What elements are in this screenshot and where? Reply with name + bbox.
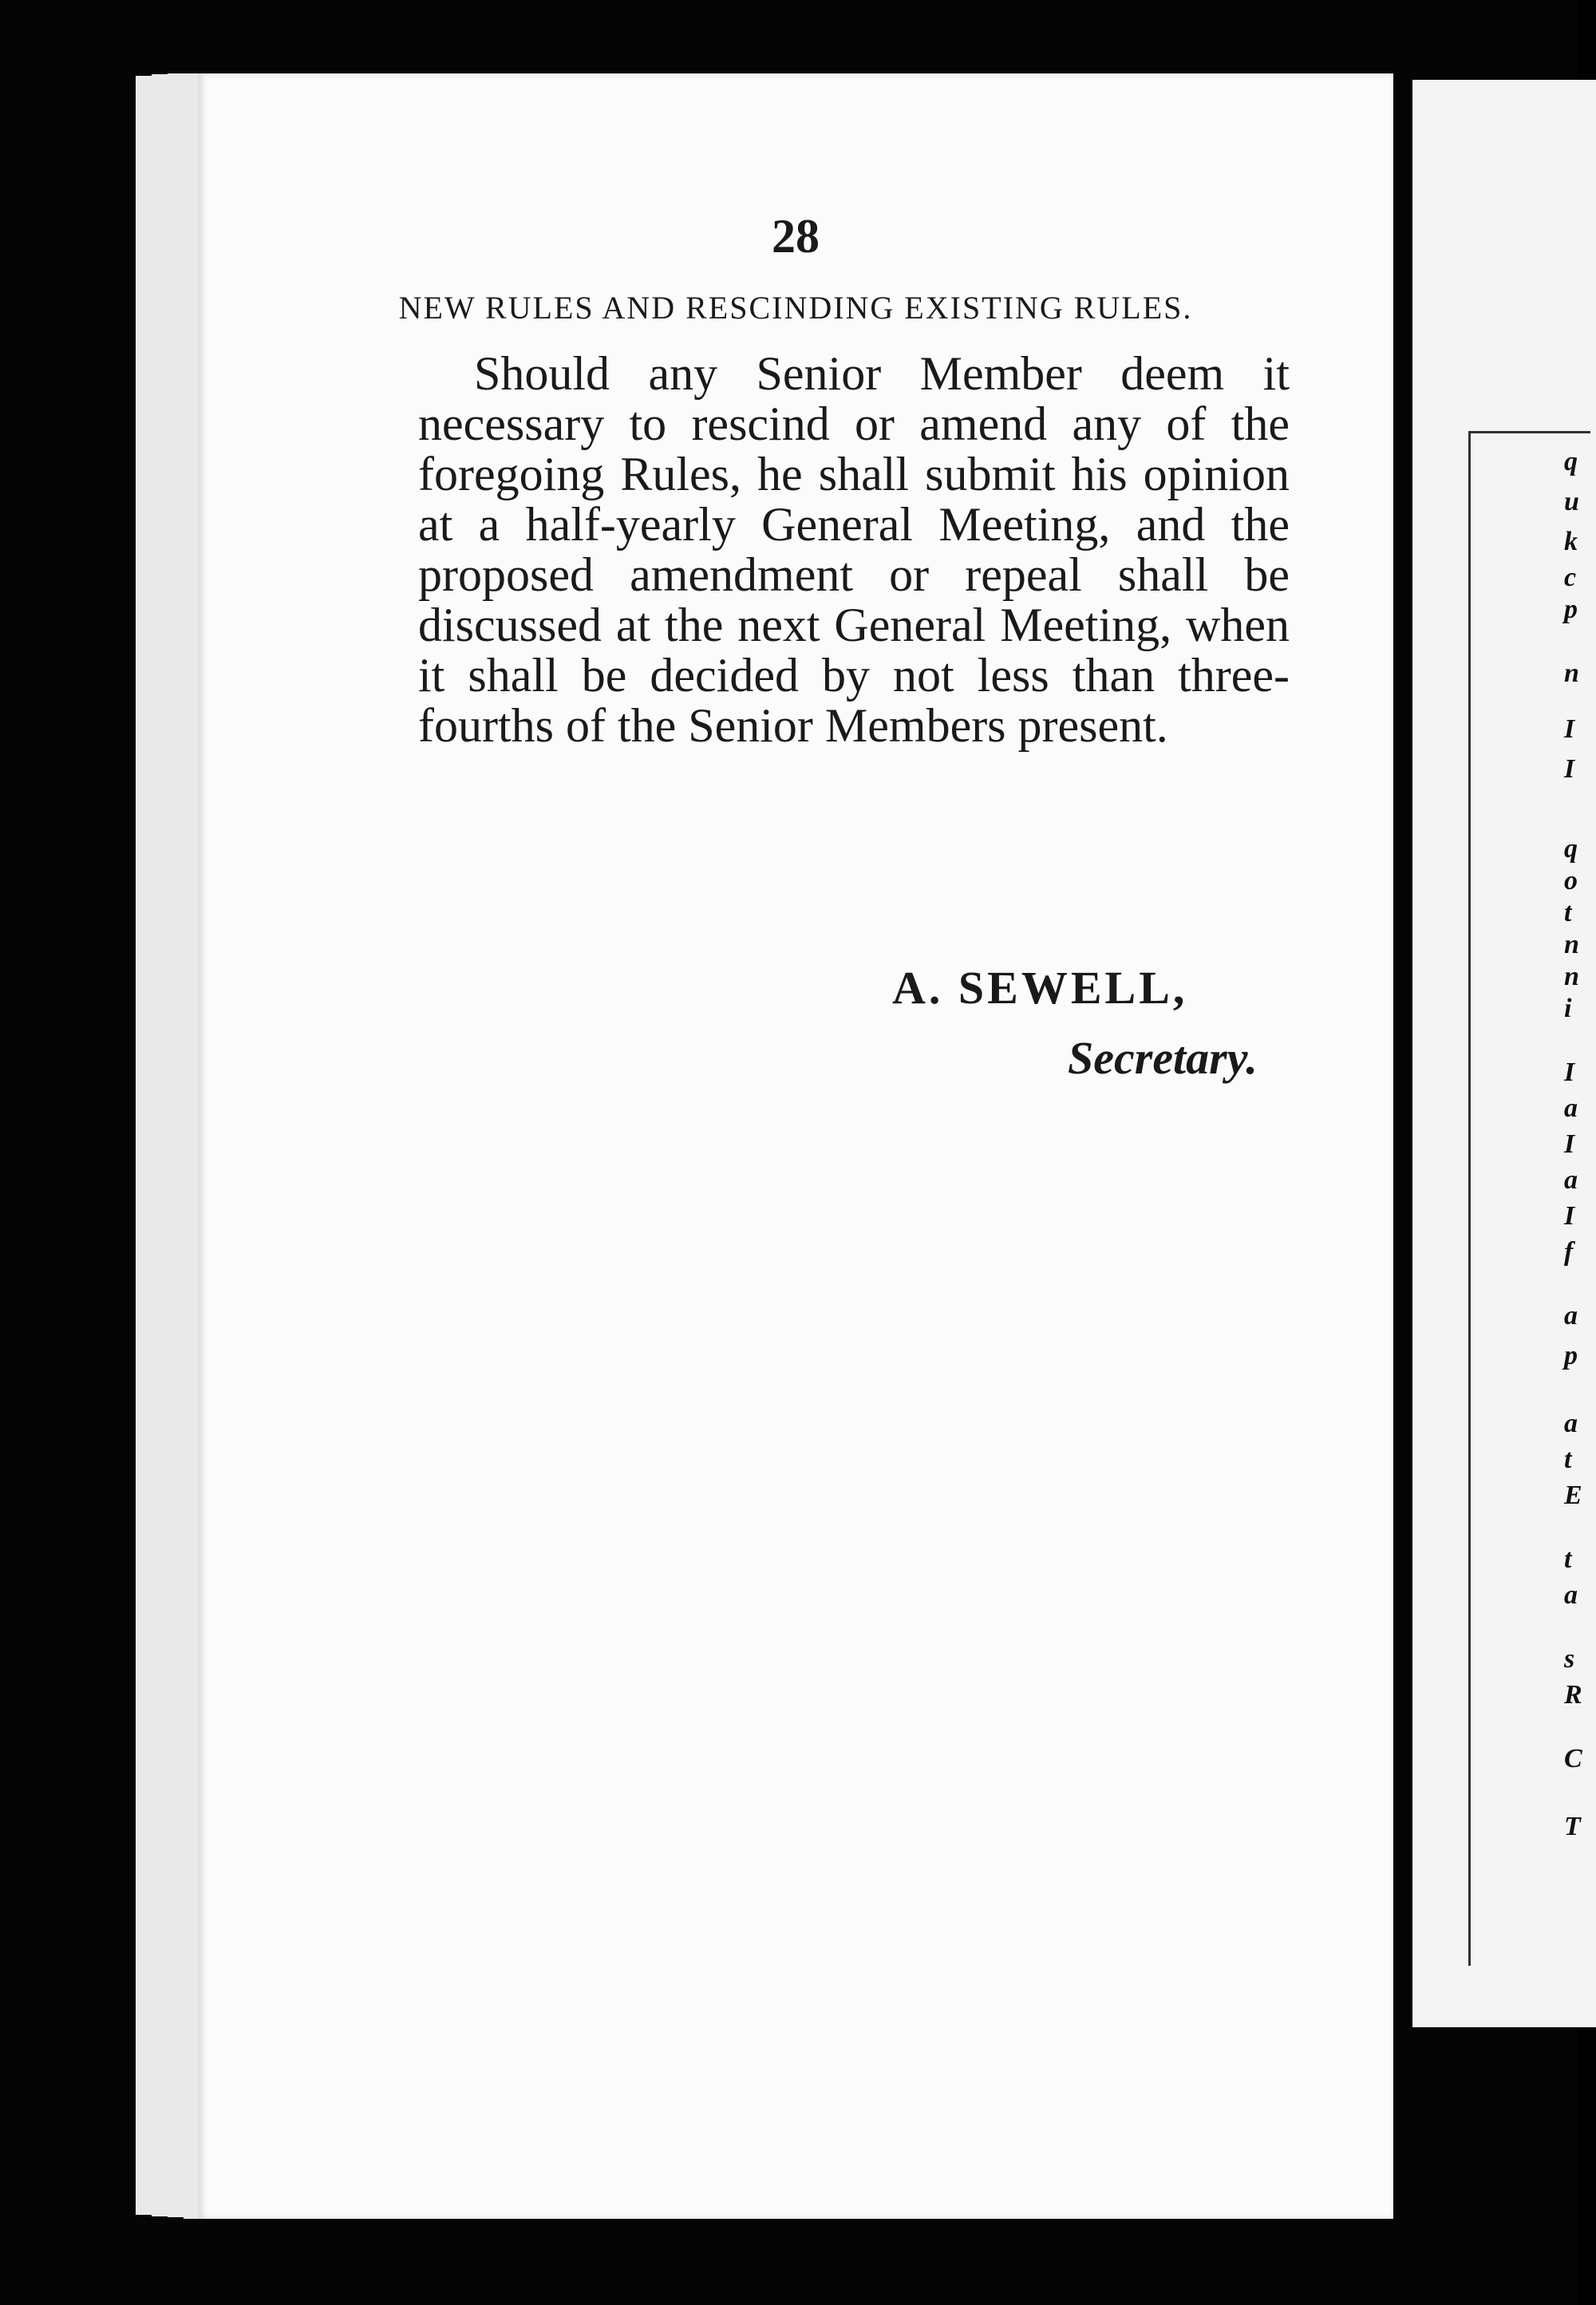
adjacent-page-letter: o [1564, 866, 1578, 896]
adjacent-page-letter: p [1564, 1341, 1578, 1370]
signature-name: A. SEWELL, [892, 962, 1188, 1014]
adjacent-page-letter: C [1564, 1744, 1582, 1773]
adjacent-page-letter: c [1564, 563, 1577, 592]
adjacent-page-letter: f [1564, 1237, 1574, 1267]
adjacent-page-letter: p [1564, 595, 1578, 624]
adjacent-page-letter: E [1564, 1481, 1582, 1510]
adjacent-page-letter: t [1564, 1544, 1572, 1574]
adjacent-page-letter: i [1564, 994, 1572, 1023]
adjacent-page-letter: I [1564, 1129, 1575, 1159]
body-paragraph: Should any Senior Member deem it necessary to rescind or amend any of the foregoing Rules, he shall submit his opinion at a half-yearly General Meeting, and the proposed amendment or repeal shall be discussed at the next General Meeting, when it shall be decided by not less than three-fourths of the Senior Members present. [418, 347, 1290, 752]
adjacent-page-letter: t [1564, 898, 1572, 927]
adjacent-page-letter: a [1564, 1409, 1578, 1438]
adjacent-page-letter: q [1564, 447, 1578, 476]
book-page [198, 73, 1393, 2219]
page-edge [184, 73, 200, 2219]
adjacent-page-letter: a [1564, 1093, 1578, 1123]
adjacent-page-letter: n [1564, 930, 1579, 959]
adjacent-page-letter: I [1564, 714, 1575, 744]
signature-title: Secretary. [1068, 1032, 1258, 1084]
page-number: 28 [772, 210, 820, 263]
page-edge [168, 73, 185, 2217]
section-heading: NEW RULES AND RESCINDING EXISTING RULES. [398, 290, 1193, 326]
adjacent-page-letter: I [1564, 1201, 1575, 1231]
adjacent-page-letter: a [1564, 1301, 1578, 1330]
adjacent-page-letter: R [1564, 1680, 1582, 1710]
adjacent-page-letter: n [1564, 962, 1579, 991]
adjacent-page-letter: a [1564, 1580, 1578, 1610]
adjacent-page-letter: q [1564, 834, 1578, 864]
adjacent-page-letter: T [1564, 1812, 1581, 1841]
adjacent-page-letter: t [1564, 1445, 1572, 1474]
adjacent-page-letter: k [1564, 527, 1578, 556]
adjacent-page-letter: u [1564, 487, 1579, 516]
page-edge [152, 74, 169, 2216]
page-edge [136, 76, 153, 2215]
adjacent-page-letter: n [1564, 658, 1579, 688]
adjacent-page-letter: I [1564, 754, 1575, 784]
adjacent-page-letter: s [1564, 1644, 1575, 1674]
adjacent-page-letter: I [1564, 1058, 1575, 1087]
adjacent-page-letter: a [1564, 1165, 1578, 1195]
